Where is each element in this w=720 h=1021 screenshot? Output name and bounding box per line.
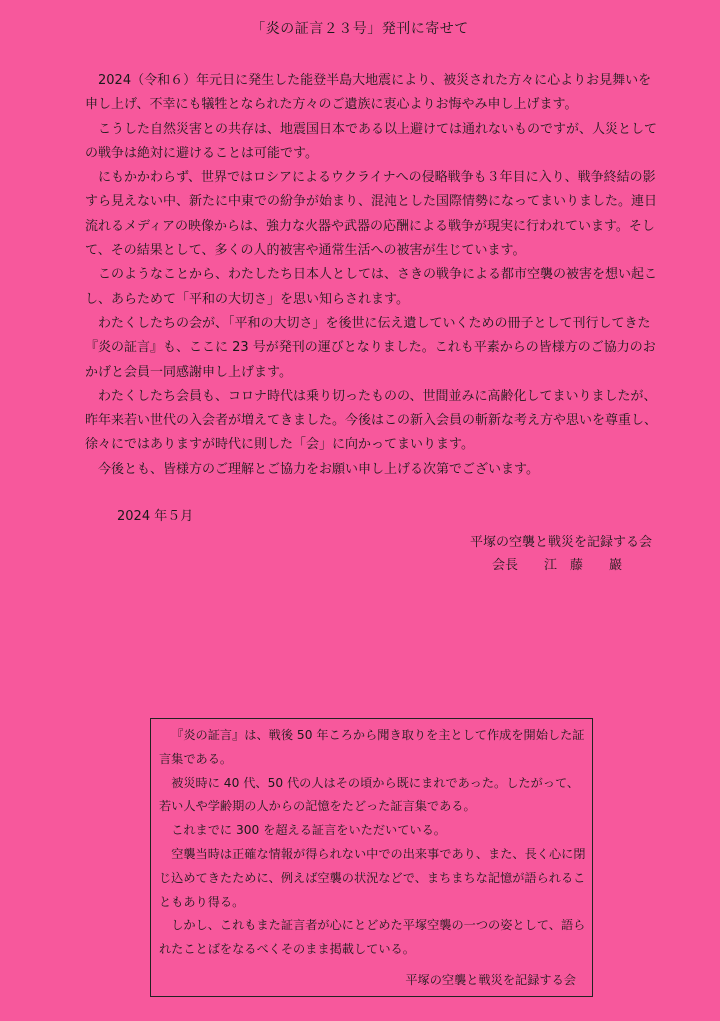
body-paragraph: わたくしたち会員も、コロナ時代は乗り切ったものの、世間並みに高齢化してまいりましたが、昨年来若い世代の入会者が増えてきました。今後はこの新入会員の斬新な考え方や思いを尊重し、徐々にではありますが時代に則した「会」に向かってまいります。 bbox=[85, 388, 658, 453]
body-paragraph: こうした自然災害との共存は、地震国日本である以上避けては通れないものですが、人災としての戦争は絶対に避けることは可能です。 bbox=[85, 121, 658, 161]
body-paragraph: わたくしたちの会が、「平和の大切さ」を後世に伝え遺していくための冊子として刊行してきた『炎の証言』も、ここに 23 号が発刊の運びとなりました。これも平素からの皆様方のご協力のおかげと会員一同感謝申し上げます。 bbox=[85, 315, 656, 380]
page-title: 「炎の証言２３号」発刊に寄せて bbox=[251, 21, 469, 37]
notice-body bbox=[159, 724, 587, 962]
notice-box bbox=[150, 718, 593, 997]
publication-date: 2024 年５月 bbox=[117, 509, 194, 524]
organization-name: 平塚の空襲と戦災を記録する会 bbox=[469, 535, 652, 550]
body-paragraph: このようなことから、わたしたち日本人としては、さきの戦争による都市空襲の被害を想い起こし、あらためて「平和の大切さ」を思い知らされます。 bbox=[85, 267, 658, 307]
notice-paragraph: 『炎の証言』は、戦後 50 年ころから聞き取りを主として作成を開始した証言集である。 bbox=[159, 728, 585, 766]
president-signature: 会長 江 藤 巖 bbox=[492, 558, 623, 573]
body-paragraph: にもかかわらず、世界ではロシアによるウクライナへの侵略戦争も３年目に入り、戦争終結の影すら見えない中、新たに中東での紛争が始まり、混沌とした国際情勢になってまいりました。連日流れるメディアの映像からは、強力な火器や武器の応酬による戦争が現実に行われています。そして、その結果として、多くの人的被害や通常生活への被害が生じています。 bbox=[85, 170, 658, 259]
notice-paragraph: 空襲当時は正確な情報が得られない中での出来事であり、また、長く心に閉じ込めてきたために、例えば空襲の状況などで、まちまちな記憶が語られることもあり得る。 bbox=[159, 846, 586, 909]
notice-paragraph: しかし、これもまた証言者が心にとどめた平塚空襲の一つの姿として、語られたことばをなるべくそのまま掲載している。 bbox=[159, 918, 586, 957]
body-paragraph: 今後とも、皆様方のご理解とご協力をお願い申し上げる次第でございます。 bbox=[98, 461, 539, 477]
notice-signature: 平塚の空襲と戦災を記録する会 bbox=[405, 973, 576, 987]
body-paragraph: 2024（令和６）年元日に発生した能登半島大地震により、被災された方々に心よりお見舞いを申し上げ、不幸にも犠牲となられた方々のご遺族に衷心よりお悔やみ申し上げます。 bbox=[85, 73, 652, 113]
notice-paragraph: これまでに 300 を超える証言をいただいている。 bbox=[171, 823, 446, 838]
notice-paragraph: 被災時に 40 代、50 代の人はその頃から既にまれであった。したがって、若い人や学齢期の人からの記憶をたどった証言集である。 bbox=[159, 775, 580, 814]
foreword-body bbox=[85, 69, 660, 482]
